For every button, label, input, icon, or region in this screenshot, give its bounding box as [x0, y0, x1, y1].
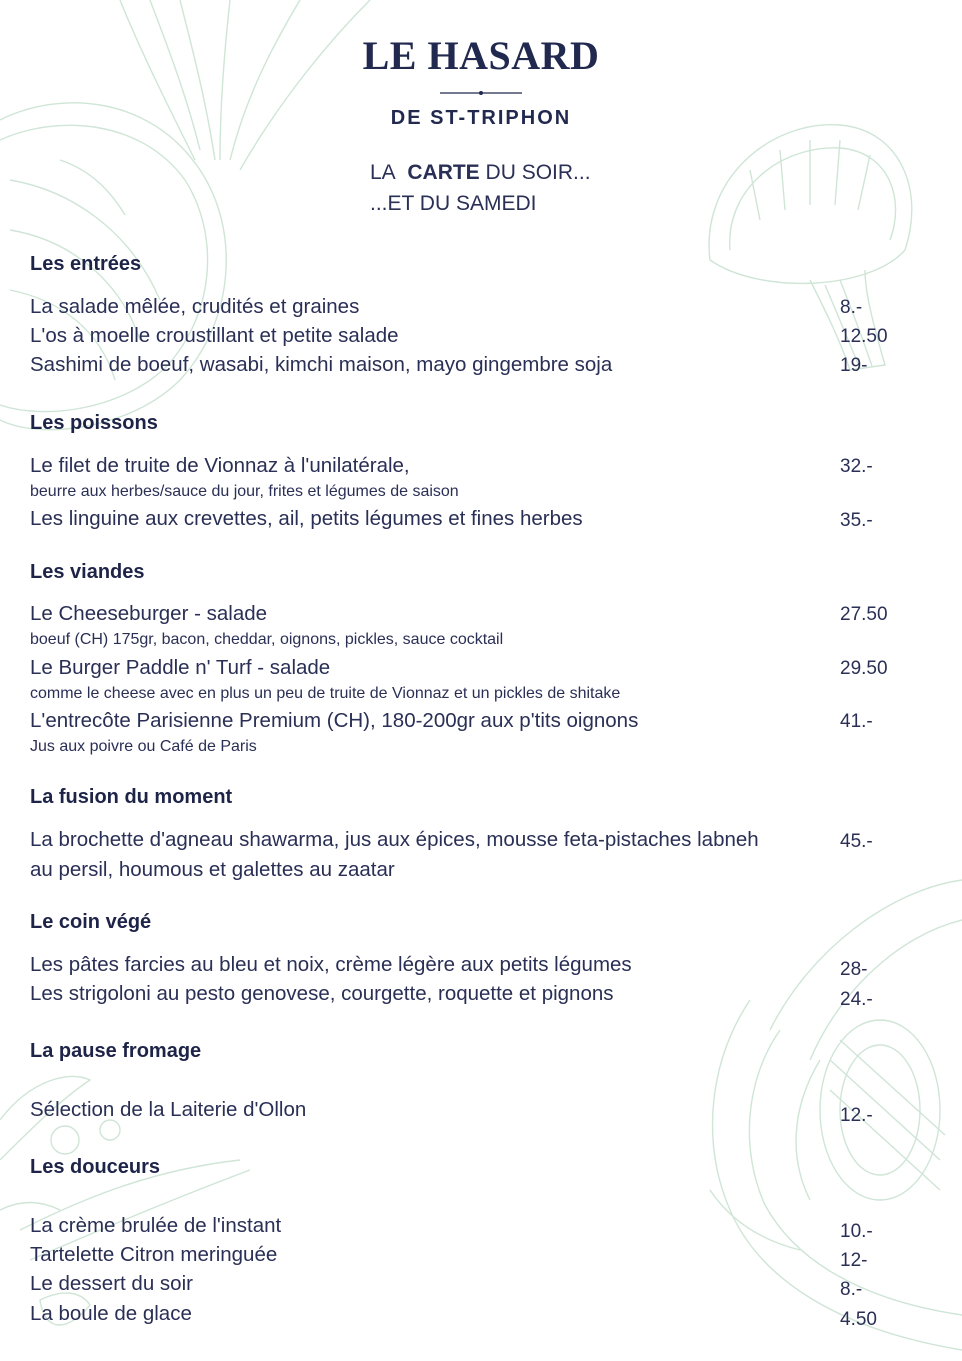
section-title-douceurs: Les douceurs [30, 1156, 161, 1178]
menu-item-price: 19- [840, 355, 868, 376]
menu-item-price: 24.- [840, 989, 873, 1010]
menu-item-description: beurre aux herbes/sauce du jour, frites et légumes de saison [30, 483, 459, 500]
menu-item-price: 35.- [840, 510, 873, 531]
menu-item-description: Jus aux poivre ou Café de Paris [30, 738, 257, 755]
menu-item: La boule de glace [30, 1302, 192, 1325]
menu-item: Le Burger Paddle n' Turf - salade [30, 656, 331, 679]
menu-item: Le filet de truite de Vionnaz à l'unilatérale, [30, 454, 410, 477]
menu-item-description: boeuf (CH) 175gr, bacon, cheddar, oignons, pickles, sauce cocktail [30, 631, 504, 648]
menu-item-price: 27.50 [840, 604, 888, 625]
menu-item: La brochette d'agneau shawarma, jus aux épices, mousse feta-pistaches labneh [30, 828, 759, 851]
menu-item-price: 4.50 [840, 1309, 877, 1330]
menu-item-description: comme le cheese avec en plus un peu de truite de Vionnaz et un pickles de shitake [30, 685, 621, 702]
restaurant-name: LE HASARD [362, 33, 600, 78]
menu-item: Le Cheeseburger - salade [30, 602, 268, 625]
section-title-viandes: Les viandes [30, 561, 145, 583]
menu-item: La crème brulée de l'instant [30, 1214, 282, 1237]
menu-item: Les pâtes farcies au bleu et noix, crème légère aux petits légumes [30, 953, 632, 976]
menu-item: Sélection de la Laiterie d'Ollon [30, 1098, 307, 1121]
section-title-fusion: La fusion du moment [30, 786, 233, 808]
restaurant-subtitle: DE ST-TRIPHON [390, 107, 572, 129]
mushroom-illustration [700, 110, 930, 390]
menu-item-price: 10.- [840, 1221, 873, 1242]
menu-item-price: 32.- [840, 456, 873, 477]
menu-item-price: 12.- [840, 1105, 873, 1126]
section-title-poissons: Les poissons [30, 412, 158, 434]
menu-item-price: 8.- [840, 1279, 863, 1300]
menu-item: Tartelette Citron meringuée [30, 1243, 278, 1266]
section-title-fromage: La pause fromage [30, 1040, 202, 1062]
menu-item-price: 8.- [840, 297, 863, 318]
menu-item: Le dessert du soir [30, 1272, 193, 1295]
artichoke-illustration [690, 860, 962, 1360]
menu-item-price: 12- [840, 1250, 868, 1271]
menu-tagline-2: ...ET DU SAMEDI [370, 192, 537, 215]
menu-item-price: 29.50 [840, 658, 888, 679]
menu-item: L'os à moelle croustillant et petite salade [30, 324, 399, 347]
menu-item-continued: au persil, houmous et galettes au zaatar [30, 858, 395, 881]
menu-item-price: 45.- [840, 831, 873, 852]
menu-item: L'entrecôte Parisienne Premium (CH), 180-200gr aux p'tits oignons [30, 709, 639, 732]
menu-item: Sashimi de boeuf, wasabi, kimchi maison, mayo gingembre soja [30, 353, 613, 376]
menu-tagline: LA CARTE DU SOIR... [370, 161, 591, 184]
menu-item-price: 12.50 [840, 326, 888, 347]
section-title-entrees: Les entrées [30, 253, 142, 275]
ornament-divider [440, 90, 522, 96]
menu-item: Les strigoloni au pesto genovese, courgette, roquette et pignons [30, 982, 614, 1005]
menu-item-price: 28- [840, 959, 868, 980]
menu-item: Les linguine aux crevettes, ail, petits légumes et fines herbes [30, 507, 583, 530]
menu-item-price: 41.- [840, 711, 873, 732]
menu-item: La salade mêlée, crudités et graines [30, 295, 360, 318]
section-title-vege: Le coin végé [30, 911, 152, 933]
